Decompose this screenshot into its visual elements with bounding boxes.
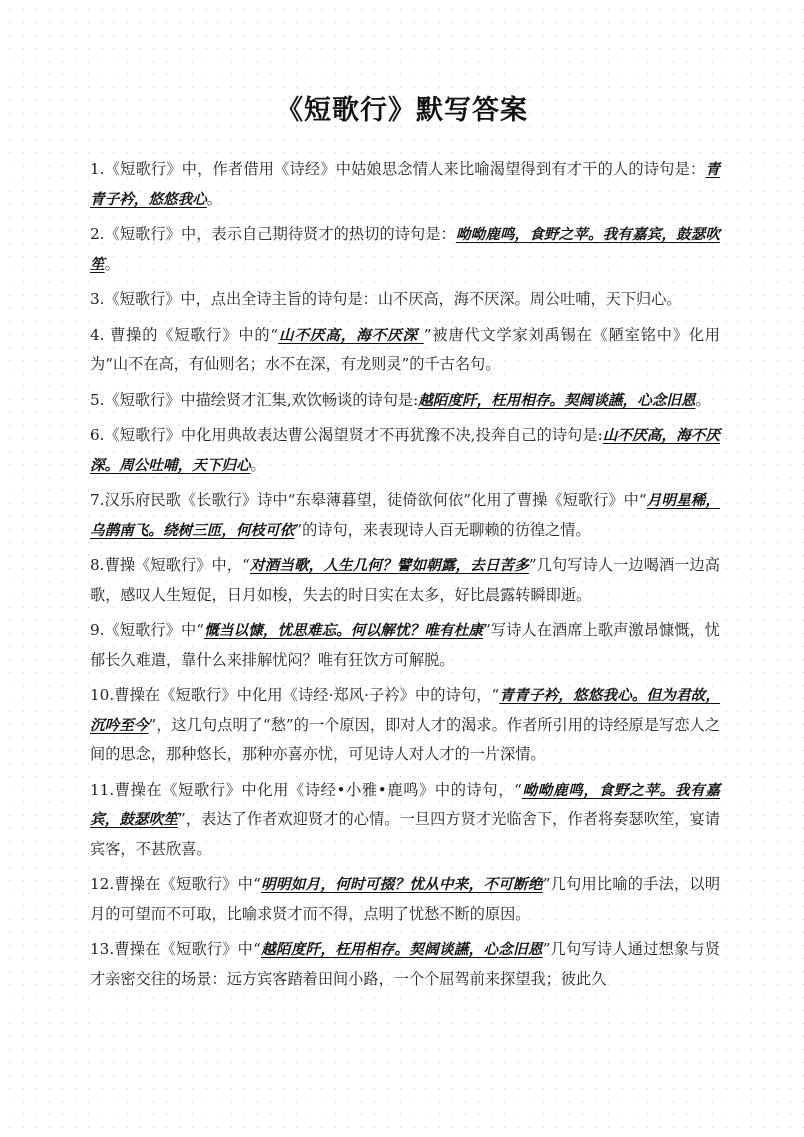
answer-text: 青青子衿，悠悠我心 xyxy=(90,161,720,208)
question-text: ”的诗句，来表现诗人百无聊赖的彷徨之情。 xyxy=(294,520,591,539)
question-text: 13.曹操在《短歌行》中“ xyxy=(90,940,261,958)
question-text: ”几句用比喻的手法，以明月的可望而不可取，比喻求贤才而不得，点明了忧愁不断的原因。 xyxy=(90,875,721,923)
question-item xyxy=(90,935,720,994)
question-item xyxy=(90,486,720,545)
answer-text: 对酒当歌，人生几何？譬如朝露，去日苦多 xyxy=(249,557,529,574)
answer-text: 呦呦鹿鸣，食野之苹。我有嘉宾，鼓瑟吹笙 xyxy=(90,226,720,273)
question-item xyxy=(90,616,720,675)
question-item xyxy=(90,421,720,480)
question-item xyxy=(90,155,720,214)
question-text: 。 xyxy=(695,390,711,409)
answer-text: 呦呦鹿鸣，食野之苹。我有嘉宾，鼓瑟吹笙 xyxy=(90,781,720,828)
question-text: 10.曹操在《短歌行》中化用《诗经·郑风·子衿》中的诗句，“ xyxy=(90,686,500,704)
answer-text: 青青子衿，悠悠我心。但为君故，沉吟至今 xyxy=(90,687,720,734)
question-text: 。 xyxy=(104,254,120,273)
question-text: 1.《短歌行》中，作者借用《诗经》中姑娘思念情人来比喻渴望得到有才干的人的诗句是： xyxy=(90,160,706,178)
question-text: ”被唐代文学家刘禹锡在《陋室铭中》化用为“山不在高，有仙则名；水不在深，有龙则灵”的千古名句。 xyxy=(90,325,720,373)
answer-text: 慨当以慷，忧思难忘。何以解忧？唯有杜康 xyxy=(204,622,484,639)
question-text: 11.曹操在《短歌行》中化用《诗经•小雅•鹿鸣》中的诗句，“ xyxy=(90,780,522,799)
answer-text: 月明星稀，乌鹊南飞。绕树三匝，何枝可依 xyxy=(90,492,720,539)
question-item xyxy=(90,776,720,865)
question-item xyxy=(90,285,720,315)
question-text: 3.《短歌行》中，点出全诗主旨的诗句是：山不厌高，海不厌深。周公吐哺，天下归心。 xyxy=(90,290,682,308)
question-text: 。 xyxy=(206,189,222,208)
question-text: 7.汉乐府民歌《长歌行》诗中“东皋薄暮望，徒倚欲何依”化用了曹操《短歌行》中“ xyxy=(90,491,647,509)
question-text: 12.曹操在《短歌行》中“ xyxy=(90,875,261,893)
question-text: 9.《短歌行》中“ xyxy=(90,621,205,639)
question-item xyxy=(90,220,720,279)
answer-text: 山不厌高，海不厌深。周公吐哺，天下归心 xyxy=(90,427,720,474)
question-item xyxy=(90,551,720,610)
question-text: 5.《短歌行》中描绘贤才汇集,欢饮畅谈的诗句是: xyxy=(90,390,419,409)
answer-text: 越陌度阡，枉用相存。契阔谈讌，心念旧恩 xyxy=(260,941,543,958)
question-item xyxy=(90,870,720,929)
question-text: 。 xyxy=(250,455,266,474)
question-text: 6.《短歌行》中化用典故表达曹公渴望贤才不再犹豫不决,投奔自己的诗句是: xyxy=(90,426,603,444)
question-text: ”，这几句点明了“愁”的一个原因，即对人才的渴求。作者所引用的诗经原是写恋人之间的思念，那种悠长，那种亦喜亦忧，可见诗人对人才的一片深情。 xyxy=(90,715,720,763)
answer-text: 明明如月，何时可掇？忧从中来，不可断绝 xyxy=(260,876,543,893)
question-text: ”几句写诗人一边喝酒一边高歌，感叹人生短促，日月如梭，失去的时日实在太多，好比晨露转瞬即逝。 xyxy=(90,556,720,604)
question-text: ”几句写诗人通过想象与贤才亲密交往的场景：远方宾客踏着田间小路，一个个屈驾前来探望我；彼此久 xyxy=(90,940,721,988)
question-item xyxy=(90,321,720,380)
question-text: ”写诗人在酒席上歌声激昂慷慨，忧郁长久难遣，靠什么来排解忧闷？唯有狂饮方可解脱。 xyxy=(90,621,720,669)
page-title: 《短歌行》默写答案 xyxy=(276,95,528,126)
question-text: 4. 曹操的《短歌行》中的“ xyxy=(90,325,279,344)
question-text: 2.《短歌行》中，表示自己期待贤才的热切的诗句是： xyxy=(90,225,456,243)
question-item xyxy=(90,681,720,770)
answer-text: 山不厌高，海不厌深 xyxy=(278,326,424,344)
question-text: ”，表达了作者欢迎贤才的心情。一旦四方贤才光临舍下，作者将奏瑟吹笙，宴请宾客，不甚欣喜。 xyxy=(90,810,720,858)
question-item xyxy=(90,386,720,416)
question-list xyxy=(90,155,720,1000)
answer-text: 越陌度阡，枉用相存。契阔谈讌，心念旧恩 xyxy=(418,391,696,409)
question-text: 8.曹操《短歌行》中，“ xyxy=(90,556,250,574)
